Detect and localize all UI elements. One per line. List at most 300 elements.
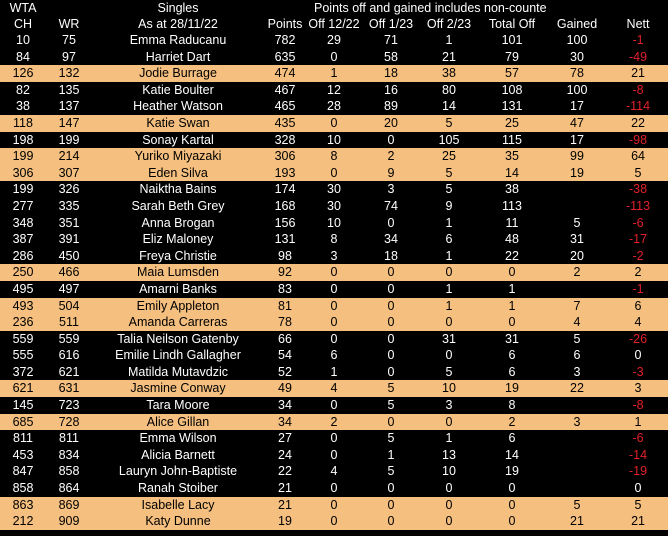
cell-gained: 5 bbox=[546, 497, 608, 514]
cell-nett: -98 bbox=[628, 132, 648, 147]
cell-wr: 864 bbox=[58, 481, 80, 496]
cell-points: 54 bbox=[278, 348, 292, 363]
cell-total-off: 31 bbox=[505, 331, 519, 346]
header-nett: Nett bbox=[626, 17, 650, 31]
cell-player-name: Harriet Dart bbox=[145, 49, 211, 64]
cell-points: 782 bbox=[274, 33, 296, 47]
header-off-12-22: Off 12/22 bbox=[308, 17, 360, 31]
cell-points: 27 bbox=[278, 431, 292, 446]
cell-total-off: 131 bbox=[501, 99, 523, 114]
cell-off-1-23: 5 bbox=[387, 431, 395, 446]
cell-points: 156 bbox=[274, 215, 296, 230]
header-note: Points off and gained includes non-counte bbox=[314, 1, 547, 15]
cell-ch: 145 bbox=[12, 398, 34, 413]
cell-total-off: 1 bbox=[508, 281, 516, 296]
cell-points: 24 bbox=[278, 447, 292, 462]
cell-points: 22 bbox=[278, 464, 292, 479]
cell-nett: 1 bbox=[608, 414, 668, 431]
cell-player-name: Katie Boulter bbox=[142, 82, 214, 97]
table-row bbox=[0, 298, 668, 315]
cell-off-1-23: 0 bbox=[362, 264, 420, 281]
cell-off-1-23: 0 bbox=[362, 497, 420, 514]
cell-nett: -8 bbox=[632, 82, 644, 97]
cell-off-1-23: 0 bbox=[387, 215, 395, 230]
cell-nett: 2 bbox=[608, 264, 668, 281]
cell-off-12-22: 10 bbox=[327, 215, 341, 230]
cell-off-2-23: 14 bbox=[442, 99, 456, 114]
table-row bbox=[0, 430, 668, 447]
cell-gained: 7 bbox=[546, 298, 608, 315]
cell-nett: -2 bbox=[632, 248, 644, 263]
table-row bbox=[0, 414, 668, 431]
cell-nett: -26 bbox=[628, 331, 648, 346]
cell-player-name: Lauryn John-Baptiste bbox=[118, 464, 238, 479]
cell-off-2-23: 5 bbox=[445, 182, 453, 197]
header-points: Points bbox=[267, 17, 303, 31]
cell-points: 328 bbox=[274, 132, 296, 147]
cell-total-off: 22 bbox=[505, 248, 519, 263]
cell-player-name: Maia Lumsden bbox=[92, 264, 264, 281]
header-off-2-23: Off 2/23 bbox=[426, 17, 472, 31]
cell-total-off: 113 bbox=[502, 198, 522, 213]
cell-player-name: Matilda Mutavdzic bbox=[127, 364, 229, 379]
cell-wr: 307 bbox=[46, 165, 92, 182]
cell-ch: 559 bbox=[12, 331, 34, 346]
cell-off-2-23: 0 bbox=[420, 497, 478, 514]
table-row bbox=[0, 115, 668, 132]
cell-off-12-22: 6 bbox=[330, 348, 338, 363]
cell-player-name: Katie Swan bbox=[92, 115, 264, 132]
table-row bbox=[0, 397, 668, 414]
cell-gained bbox=[546, 463, 608, 480]
cell-nett: 21 bbox=[608, 513, 668, 530]
cell-off-12-22: 0 bbox=[306, 165, 362, 182]
table-row bbox=[0, 497, 668, 514]
cell-wr: 504 bbox=[46, 298, 92, 315]
cell-points: 435 bbox=[264, 115, 306, 132]
cell-gained bbox=[546, 480, 608, 497]
cell-off-1-23: 5 bbox=[387, 398, 395, 413]
cell-ch: 212 bbox=[0, 513, 46, 530]
cell-nett: -19 bbox=[628, 464, 648, 479]
cell-off-1-23: 3 bbox=[387, 182, 395, 197]
cell-gained: 99 bbox=[546, 148, 608, 165]
cell-off-1-23: 0 bbox=[387, 348, 395, 363]
cell-ch: 453 bbox=[12, 447, 34, 462]
cell-wr: 511 bbox=[46, 314, 92, 331]
cell-wr: 97 bbox=[62, 49, 76, 64]
cell-gained: 100 bbox=[566, 33, 588, 47]
cell-total-off: 79 bbox=[505, 49, 519, 64]
cell-total-off: 0 bbox=[508, 481, 516, 496]
cell-total-off: 115 bbox=[502, 132, 522, 147]
cell-points: 174 bbox=[274, 182, 296, 197]
cell-player-name: Emma Wilson bbox=[139, 431, 217, 446]
cell-player-name: Jasmine Conway bbox=[92, 380, 264, 397]
cell-ch: 118 bbox=[0, 115, 46, 132]
cell-ch: 306 bbox=[0, 165, 46, 182]
header-total-off: Total Off bbox=[488, 17, 536, 31]
cell-total-off: 0 bbox=[478, 497, 546, 514]
cell-total-off: 11 bbox=[505, 215, 519, 230]
cell-nett: 22 bbox=[608, 115, 668, 132]
cell-ch: 82 bbox=[16, 82, 30, 97]
cell-gained: 17 bbox=[570, 132, 584, 147]
cell-off-12-22: 0 bbox=[330, 331, 338, 346]
cell-gained bbox=[546, 447, 608, 464]
cell-points: 193 bbox=[264, 165, 306, 182]
cell-gained: 31 bbox=[570, 232, 584, 247]
cell-nett: 3 bbox=[608, 380, 668, 397]
cell-off-2-23: 0 bbox=[420, 414, 478, 431]
table-row bbox=[0, 65, 668, 82]
cell-off-2-23: 5 bbox=[420, 115, 478, 132]
cell-wr: 391 bbox=[58, 232, 80, 247]
cell-points: 21 bbox=[264, 497, 306, 514]
table-row bbox=[0, 248, 668, 265]
cell-gained: 21 bbox=[546, 513, 608, 530]
cell-off-12-22: 28 bbox=[327, 99, 341, 114]
cell-off-2-23: 1 bbox=[445, 215, 453, 230]
cell-nett: 21 bbox=[608, 65, 668, 82]
cell-nett: -14 bbox=[628, 447, 648, 462]
cell-points: 474 bbox=[264, 65, 306, 82]
cell-off-1-23: 0 bbox=[362, 314, 420, 331]
cell-nett: 0 bbox=[634, 481, 642, 496]
cell-off-12-22: 8 bbox=[330, 232, 338, 247]
cell-points: 21 bbox=[278, 481, 292, 496]
cell-off-2-23: 80 bbox=[442, 82, 456, 97]
cell-off-2-23: 0 bbox=[420, 264, 478, 281]
cell-gained: 47 bbox=[546, 115, 608, 132]
cell-points: 465 bbox=[274, 99, 296, 114]
cell-total-off: 8 bbox=[508, 398, 516, 413]
cell-off-12-22: 0 bbox=[330, 431, 338, 446]
cell-off-12-22: 10 bbox=[327, 132, 341, 147]
cell-off-12-22: 30 bbox=[327, 182, 341, 197]
table-row bbox=[0, 281, 668, 298]
cell-ch: 493 bbox=[0, 298, 46, 315]
cell-ch: 858 bbox=[12, 481, 34, 496]
cell-ch: 348 bbox=[12, 215, 34, 230]
cell-off-12-22: 1 bbox=[330, 364, 338, 379]
cell-player-name: Sarah Beth Grey bbox=[131, 198, 225, 213]
cell-off-1-23: 9 bbox=[362, 165, 420, 182]
cell-wr: 199 bbox=[58, 132, 80, 147]
cell-wr: 326 bbox=[58, 182, 80, 197]
cell-ch: 126 bbox=[0, 65, 46, 82]
table-row bbox=[0, 447, 668, 464]
cell-player-name: Sonay Kartal bbox=[142, 132, 214, 147]
header-ch: CH bbox=[13, 17, 33, 31]
cell-wr: 728 bbox=[46, 414, 92, 431]
cell-nett: -113 bbox=[625, 198, 651, 213]
cell-wr: 497 bbox=[58, 281, 80, 296]
table-row bbox=[0, 331, 668, 348]
cell-off-1-23: 16 bbox=[384, 82, 398, 97]
cell-off-12-22: 4 bbox=[306, 380, 362, 397]
cell-off-12-22: 0 bbox=[330, 481, 338, 496]
cell-off-2-23: 1 bbox=[445, 33, 453, 47]
cell-player-name: Naiktha Bains bbox=[139, 182, 217, 197]
cell-player-name: Amanda Carreras bbox=[92, 314, 264, 331]
cell-wr: 351 bbox=[58, 215, 80, 230]
cell-wr: 909 bbox=[46, 513, 92, 530]
cell-ch: 621 bbox=[0, 380, 46, 397]
cell-total-off: 108 bbox=[501, 82, 523, 97]
cell-wr: 132 bbox=[46, 65, 92, 82]
cell-off-12-22: 8 bbox=[306, 148, 362, 165]
header-row-2 bbox=[0, 16, 668, 32]
cell-wr: 621 bbox=[58, 364, 80, 379]
cell-points: 92 bbox=[264, 264, 306, 281]
cell-off-12-22: 3 bbox=[330, 248, 338, 263]
cell-player-name: Alicia Barnett bbox=[141, 447, 215, 462]
cell-points: 34 bbox=[264, 414, 306, 431]
cell-off-2-23: 1 bbox=[445, 431, 453, 446]
cell-ch: 38 bbox=[16, 99, 30, 114]
cell-points: 168 bbox=[274, 198, 296, 213]
table-row bbox=[0, 198, 668, 215]
cell-points: 306 bbox=[264, 148, 306, 165]
cell-player-name: Emily Appleton bbox=[92, 298, 264, 315]
cell-ch: 863 bbox=[0, 497, 46, 514]
cell-nett: 5 bbox=[608, 165, 668, 182]
cell-ch: 277 bbox=[12, 198, 34, 213]
table-row bbox=[0, 380, 668, 397]
cell-off-1-23: 58 bbox=[384, 49, 398, 64]
cell-player-name: Alice Gillan bbox=[92, 414, 264, 431]
cell-player-name: Eliz Maloney bbox=[142, 232, 214, 247]
cell-off-2-23: 105 bbox=[438, 132, 460, 147]
cell-wr: 858 bbox=[58, 464, 80, 479]
cell-points: 83 bbox=[278, 281, 292, 296]
table-row bbox=[0, 513, 668, 530]
cell-off-1-23: 0 bbox=[387, 132, 395, 147]
cell-off-2-23: 38 bbox=[420, 65, 478, 82]
cell-off-12-22: 0 bbox=[306, 513, 362, 530]
cell-player-name: Freya Christie bbox=[139, 248, 217, 263]
cell-ch: 495 bbox=[12, 281, 34, 296]
cell-points: 98 bbox=[278, 248, 292, 263]
cell-total-off: 101 bbox=[501, 33, 523, 47]
table-row bbox=[0, 148, 668, 165]
cell-off-2-23: 21 bbox=[442, 49, 456, 64]
cell-wr: 631 bbox=[46, 380, 92, 397]
cell-off-2-23: 0 bbox=[445, 481, 453, 496]
cell-off-2-23: 0 bbox=[420, 513, 478, 530]
cell-points: 66 bbox=[278, 331, 292, 346]
cell-wr: 834 bbox=[58, 447, 80, 462]
table-row bbox=[0, 165, 668, 182]
cell-total-off: 6 bbox=[508, 431, 516, 446]
cell-ch: 84 bbox=[16, 49, 30, 64]
cell-gained: 6 bbox=[573, 348, 581, 363]
table-row bbox=[0, 231, 668, 248]
cell-total-off: 14 bbox=[478, 165, 546, 182]
cell-gained: 3 bbox=[573, 364, 581, 379]
cell-player-name: Anna Brogan bbox=[141, 215, 215, 230]
cell-player-name: Eden Silva bbox=[92, 165, 264, 182]
cell-player-name: Emma Raducanu bbox=[129, 33, 227, 47]
cell-ch: 199 bbox=[12, 182, 34, 197]
cell-points: 78 bbox=[264, 314, 306, 331]
cell-wr: 214 bbox=[46, 148, 92, 165]
table-row bbox=[0, 49, 668, 66]
cell-wr: 137 bbox=[58, 99, 80, 114]
cell-nett: -6 bbox=[632, 431, 644, 446]
cell-nett: 0 bbox=[634, 348, 642, 363]
table-row bbox=[0, 215, 668, 232]
cell-points: 19 bbox=[264, 513, 306, 530]
cell-ch: 372 bbox=[12, 364, 34, 379]
cell-ch: 10 bbox=[16, 33, 30, 47]
cell-total-off: 14 bbox=[505, 447, 519, 462]
cell-nett: -49 bbox=[628, 49, 648, 64]
cell-nett: -1 bbox=[632, 281, 644, 296]
cell-wr: 335 bbox=[58, 198, 80, 213]
header-singles: Singles bbox=[157, 1, 199, 15]
cell-off-1-23: 74 bbox=[384, 198, 398, 213]
cell-off-2-23: 0 bbox=[420, 314, 478, 331]
cell-off-2-23: 1 bbox=[420, 298, 478, 315]
cell-player-name: Isabelle Lacy bbox=[92, 497, 264, 514]
cell-off-12-22: 0 bbox=[330, 281, 338, 296]
cell-off-2-23: 25 bbox=[420, 148, 478, 165]
cell-points: 81 bbox=[264, 298, 306, 315]
cell-gained bbox=[546, 181, 608, 198]
cell-off-1-23: 18 bbox=[362, 65, 420, 82]
cell-gained: 5 bbox=[573, 215, 581, 230]
cell-player-name: Yuriko Miyazaki bbox=[92, 148, 264, 165]
cell-wr: 450 bbox=[58, 248, 80, 263]
cell-wr: 147 bbox=[46, 115, 92, 132]
cell-gained: 30 bbox=[570, 49, 584, 64]
cell-off-1-23: 0 bbox=[362, 513, 420, 530]
cell-off-12-22: 0 bbox=[306, 115, 362, 132]
cell-total-off: 25 bbox=[478, 115, 546, 132]
cell-total-off: 1 bbox=[478, 298, 546, 315]
cell-off-12-22: 0 bbox=[330, 447, 338, 462]
cell-ch: 685 bbox=[0, 414, 46, 431]
cell-points: 52 bbox=[278, 364, 292, 379]
cell-gained bbox=[546, 430, 608, 447]
cell-player-name: Katy Dunne bbox=[92, 513, 264, 530]
cell-off-1-23: 0 bbox=[362, 298, 420, 315]
cell-off-2-23: 9 bbox=[445, 198, 453, 213]
cell-off-12-22: 1 bbox=[306, 65, 362, 82]
cell-player-name: Emilie Lindh Gallagher bbox=[115, 348, 241, 363]
cell-gained: 4 bbox=[546, 314, 608, 331]
cell-nett: -3 bbox=[632, 364, 644, 379]
cell-player-name: Jodie Burrage bbox=[92, 65, 264, 82]
cell-off-12-22: 0 bbox=[330, 49, 338, 64]
cell-nett: 5 bbox=[608, 497, 668, 514]
cell-total-off: 19 bbox=[478, 380, 546, 397]
cell-wr: 811 bbox=[59, 431, 79, 446]
cell-nett: -1 bbox=[632, 33, 644, 47]
cell-total-off: 0 bbox=[478, 513, 546, 530]
cell-off-1-23: 20 bbox=[362, 115, 420, 132]
cell-off-1-23: 0 bbox=[387, 481, 395, 496]
cell-off-12-22: 0 bbox=[330, 398, 338, 413]
cell-ch: 387 bbox=[12, 232, 34, 247]
cell-off-2-23: 10 bbox=[442, 464, 456, 479]
cell-wr: 466 bbox=[46, 264, 92, 281]
cell-off-1-23: 5 bbox=[362, 380, 420, 397]
cell-nett: -17 bbox=[628, 232, 648, 247]
cell-off-2-23: 6 bbox=[445, 232, 453, 247]
cell-total-off: 35 bbox=[478, 148, 546, 165]
cell-off-2-23: 1 bbox=[445, 281, 453, 296]
cell-gained bbox=[546, 198, 608, 215]
table-row bbox=[0, 32, 668, 49]
cell-off-2-23: 31 bbox=[442, 331, 456, 346]
cell-wr: 559 bbox=[58, 331, 80, 346]
header-row-1 bbox=[0, 0, 668, 16]
cell-nett: -114 bbox=[625, 99, 651, 114]
header-off-1-23: Off 1/23 bbox=[368, 17, 414, 31]
cell-off-1-23: 71 bbox=[384, 33, 398, 47]
cell-off-12-22: 0 bbox=[306, 314, 362, 331]
cell-off-2-23: 1 bbox=[445, 248, 453, 263]
cell-ch: 811 bbox=[13, 431, 33, 446]
header-wta: WTA bbox=[9, 1, 37, 15]
cell-nett: 4 bbox=[608, 314, 668, 331]
cell-ch: 198 bbox=[12, 132, 34, 147]
table-row bbox=[0, 98, 668, 115]
cell-total-off: 0 bbox=[478, 314, 546, 331]
cell-gained: 19 bbox=[546, 165, 608, 182]
cell-gained bbox=[546, 281, 608, 298]
cell-nett: -8 bbox=[632, 398, 644, 413]
table-row bbox=[0, 82, 668, 99]
cell-off-2-23: 3 bbox=[445, 398, 453, 413]
cell-wr: 135 bbox=[58, 82, 80, 97]
cell-off-12-22: 0 bbox=[306, 298, 362, 315]
cell-off-1-23: 5 bbox=[387, 464, 395, 479]
cell-ch: 236 bbox=[0, 314, 46, 331]
cell-wr: 75 bbox=[62, 33, 76, 47]
cell-gained: 2 bbox=[546, 264, 608, 281]
cell-gained: 100 bbox=[566, 82, 588, 97]
cell-points: 131 bbox=[274, 232, 296, 247]
cell-off-1-23: 89 bbox=[384, 99, 398, 114]
header-gained: Gained bbox=[556, 17, 598, 31]
cell-player-name: Talia Neilson Gatenby bbox=[117, 331, 239, 346]
cell-gained: 5 bbox=[573, 331, 581, 346]
cell-off-1-23: 18 bbox=[384, 248, 398, 263]
cell-total-off: 6 bbox=[508, 348, 516, 363]
cell-off-1-23: 0 bbox=[387, 331, 395, 346]
cell-total-off: 19 bbox=[505, 464, 519, 479]
header-wr: WR bbox=[58, 17, 80, 31]
cell-gained: 17 bbox=[570, 99, 584, 114]
cell-gained: 78 bbox=[546, 65, 608, 82]
cell-wr: 723 bbox=[58, 398, 80, 413]
cell-total-off: 6 bbox=[508, 364, 516, 379]
cell-off-1-23: 2 bbox=[362, 148, 420, 165]
cell-total-off: 57 bbox=[478, 65, 546, 82]
cell-off-1-23: 34 bbox=[384, 232, 398, 247]
table-row bbox=[0, 264, 668, 281]
table-row bbox=[0, 314, 668, 331]
cell-nett: 64 bbox=[608, 148, 668, 165]
cell-total-off: 48 bbox=[505, 232, 519, 247]
table-row bbox=[0, 347, 668, 364]
cell-points: 34 bbox=[278, 398, 292, 413]
cell-off-2-23: 5 bbox=[420, 165, 478, 182]
